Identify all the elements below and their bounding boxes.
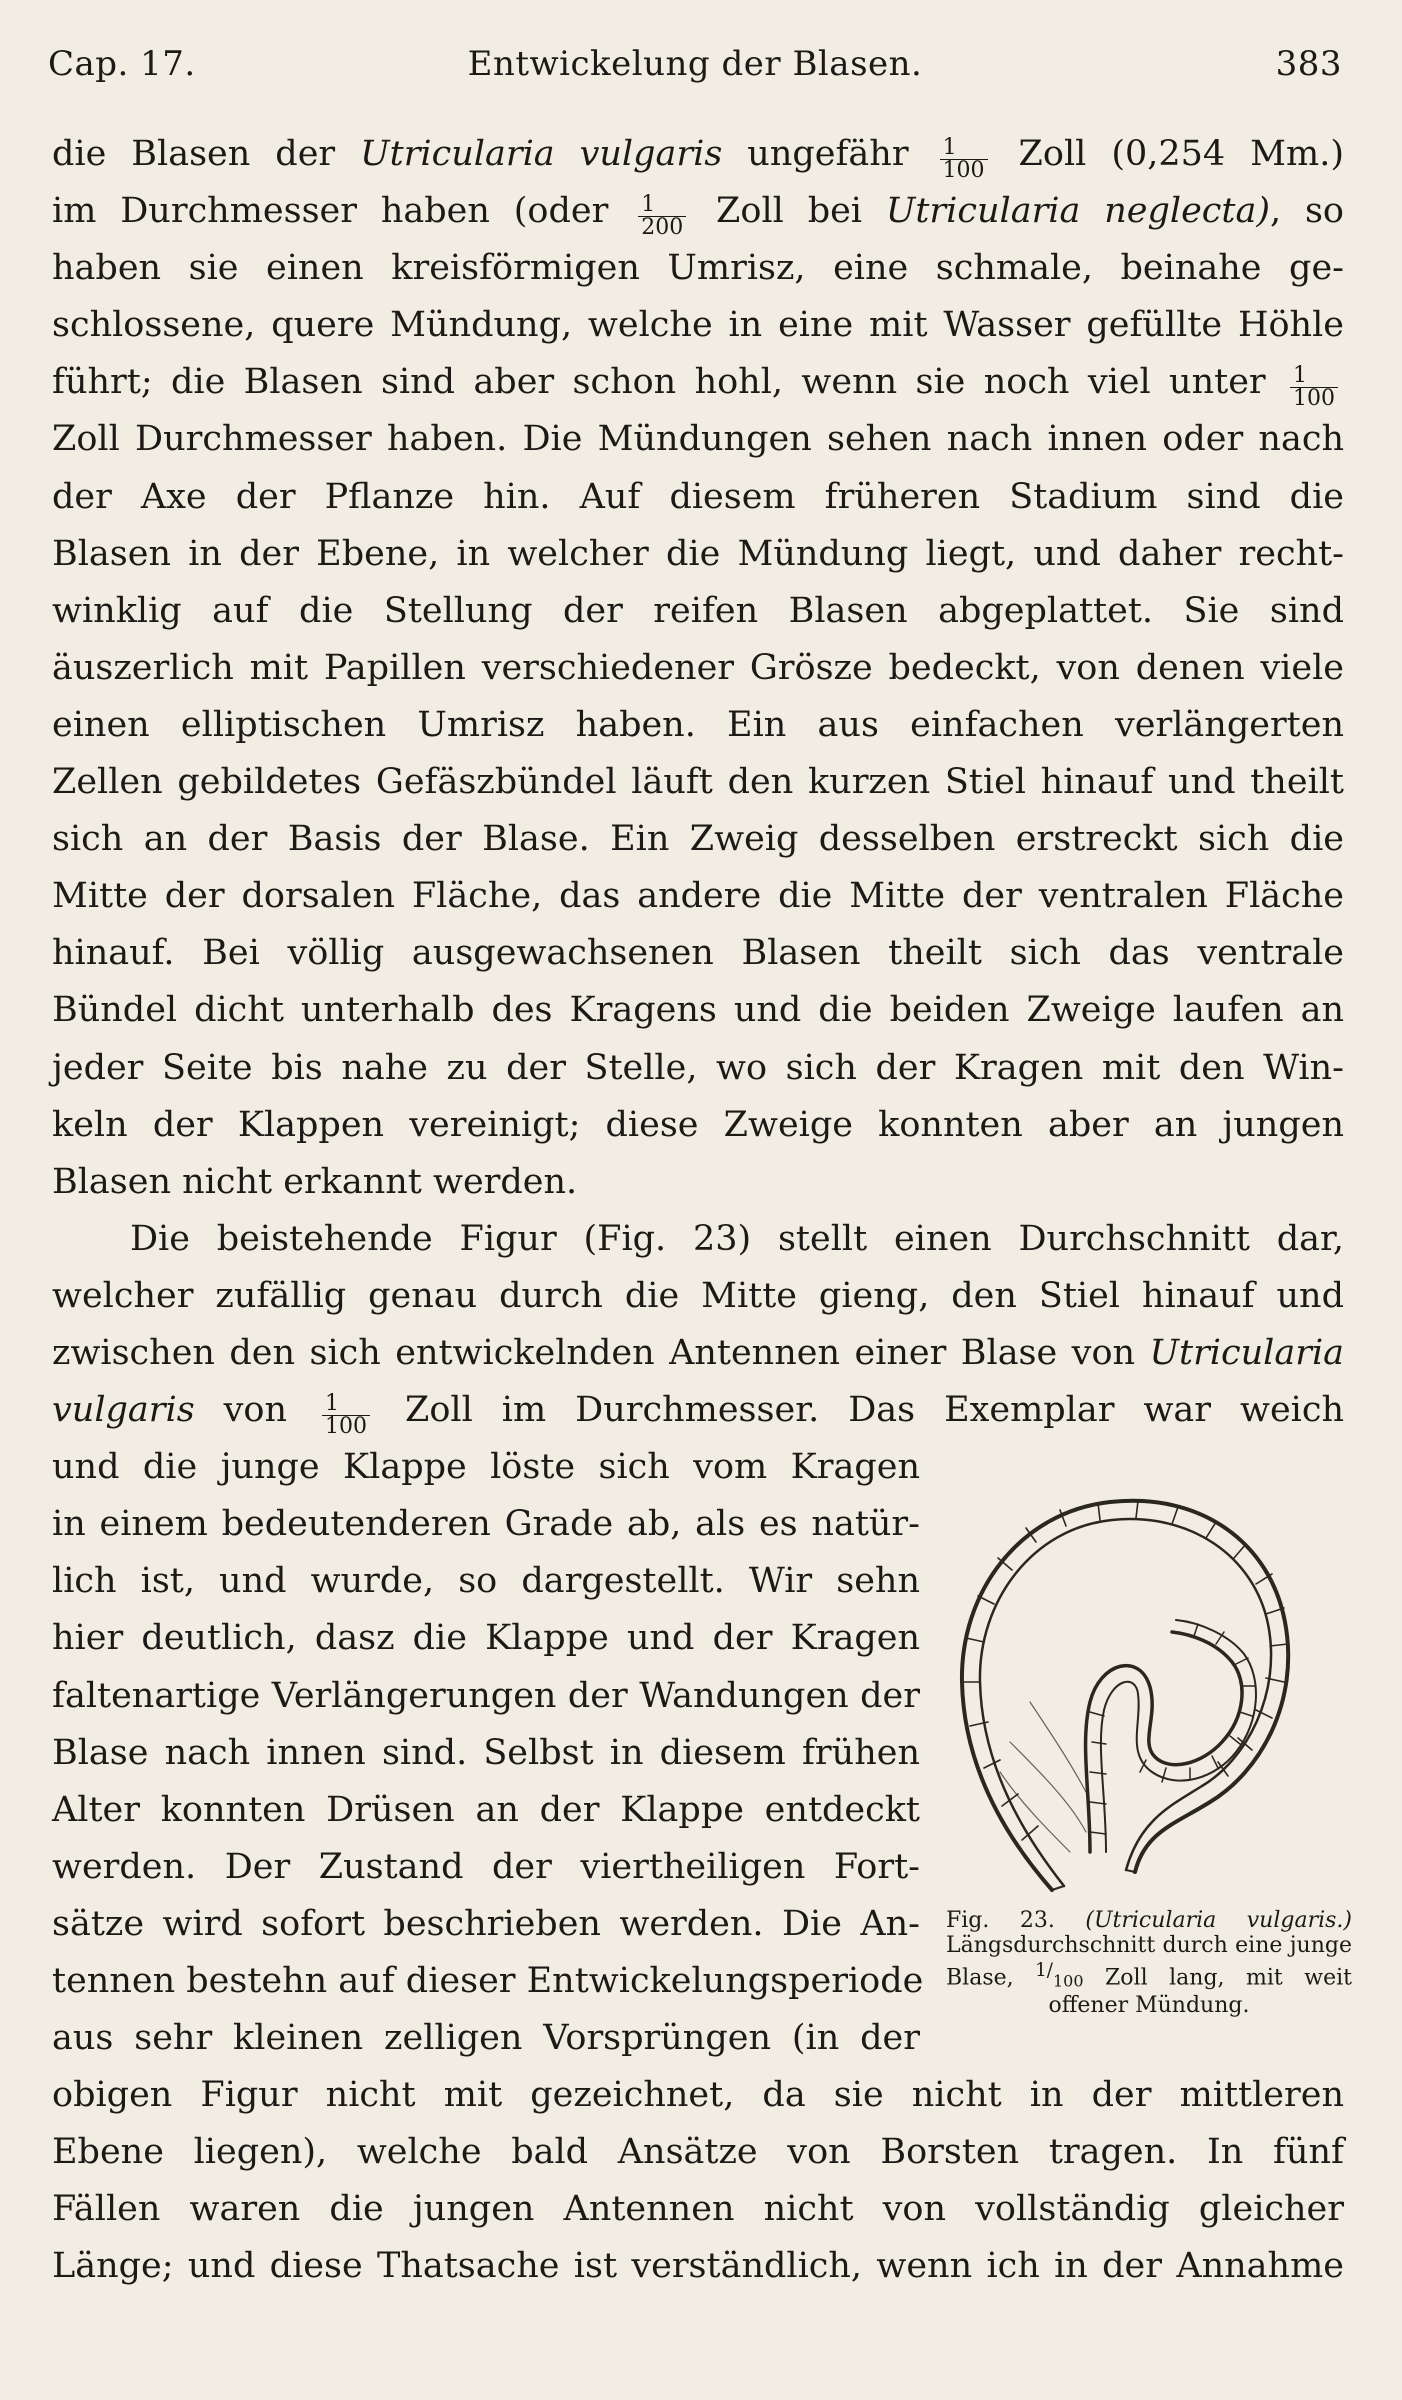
text-line: Alter konnten Drüsen an der Klappe entdeckt	[52, 1789, 920, 1830]
fraction: $\frac{1}{100}$	[940, 137, 988, 182]
text-line: Länge; und diese Thatsache ist verständlich, wenn ich in der Annahme	[52, 2246, 1344, 2287]
text-line: tennen bestehn auf dieser Entwickelungsperiode	[52, 1961, 924, 2001]
figure-caption: Fig. 23. (Utricularia vulgaris.) Längsdurchschnitt durch eine junge Blase, $^{1/}$100 Zoll lang, mit weit offener Mündung.	[946, 1908, 1353, 2019]
text-line: und die junge Klappe löste sich vom Kragen	[52, 1447, 920, 1488]
text-line: faltenartige Verlängerungen der Wandungen der	[52, 1675, 920, 1716]
text-line: keln der Klappen vereinigt; diese Zweige konnten aber an jungen	[52, 1104, 1344, 1145]
text-line: schlossene, quere Mündung, welche in eine mit Wasser gefüllte Höhle	[52, 305, 1344, 346]
fraction: $\frac{1}{100}$	[1290, 365, 1338, 410]
running-title: Entwickelung der Blasen.	[467, 44, 923, 84]
text-line: Blasen nicht erkannt werden.	[52, 1161, 578, 1202]
fraction-denominator: 100	[1052, 1971, 1084, 1991]
text-line: werden. Der Zustand der viertheiligen Fort-	[52, 1846, 920, 1887]
text-line: winklig auf die Stellung der reifen Blasen abgeplattet. Sie sind	[52, 590, 1344, 631]
text-line: führt; die Blasen sind aber schon hohl, wenn sie noch viel unter $\frac{1}{100}$	[52, 354, 1344, 411]
text-line: hinauf. Bei völlig ausgewachsenen Blasen theilt sich das ventrale	[52, 933, 1344, 974]
text-line: in einem bedeutenderen Grade ab, als es natür-	[52, 1504, 920, 1545]
text-line: die Blasen der Utricularia vulgaris ungefähr $\frac{1}{100}$ Zoll (0,254 Mm.)	[52, 134, 1344, 184]
text-line: äuszerlich mit Papillen verschiedener Grösze bedeckt, von denen viele	[52, 647, 1344, 688]
text-line: Fällen waren die jungen Antennen nicht von vollständig gleicher	[52, 2189, 1344, 2230]
figure-label: Fig. 23.	[946, 1908, 1055, 1933]
fraction-numerator: 1/	[1035, 1960, 1053, 1981]
figure-23-illustration	[940, 1472, 1360, 1902]
text-line: Blase nach innen sind. Selbst in diesem frühen	[52, 1732, 920, 1773]
text-line: obigen Figur nicht mit gezeichnet, da sie nicht in der mittleren	[52, 2075, 1344, 2116]
fraction: $\frac{1}{200}$	[638, 194, 686, 239]
fraction: $\frac{1}{100}$	[322, 1393, 370, 1438]
text-line: Die beistehende Figur (Fig. 23) stellt einen Durchschnitt dar,	[130, 1218, 1344, 1259]
text-line: sätze wird sofort beschrieben werden. Die An-	[52, 1903, 920, 1944]
text-line: vulgaris von $\frac{1}{100}$ Zoll im Durchmesser. Das Exemplar war weich	[52, 1390, 1345, 1440]
text-line: welcher zufällig genau durch die Mitte gieng, den Stiel hinauf und	[52, 1275, 1344, 1316]
text-line: Zoll Durchmesser haben. Die Mündungen sehen nach innen oder nach	[52, 419, 1344, 460]
text-line: haben sie einen kreisförmigen Umrisz, eine schmale, beinahe ge-	[52, 248, 1344, 289]
text-line: aus sehr kleinen zelligen Vorsprüngen (in der	[52, 2018, 920, 2059]
running-head	[48, 44, 1342, 96]
text-line: Zellen gebildetes Gefäszbündel läuft den kurzen Stiel hinauf und theilt	[52, 762, 1344, 803]
text-line: der Axe der Pflanze hin. Auf diesem früheren Stadium sind die	[52, 476, 1344, 517]
text-line: sich an der Basis der Blase. Ein Zweig desselben erstreckt sich die	[52, 819, 1344, 860]
text-line: lich ist, und wurde, so dargestellt. Wir sehn	[52, 1561, 920, 1602]
text-line: Bündel dicht unterhalb des Kragens und die beiden Zweige laufen an	[52, 990, 1344, 1031]
text-line: Mitte der dorsalen Fläche, das andere die Mitte der ventralen Fläche	[52, 876, 1344, 917]
figure-title: (Utricularia vulgaris.)	[1085, 1908, 1353, 1933]
text-line: jeder Seite bis nahe zu der Stelle, wo sich der Kragen mit den Win-	[52, 1047, 1344, 1088]
text-line: einen elliptischen Umrisz haben. Ein aus einfachen verlängerten	[52, 704, 1344, 745]
text-line: Ebene liegen), welche bald Ansätze von Borsten tragen. In fünf	[52, 2132, 1344, 2173]
text-line: im Durchmesser haben (oder $\frac{1}{200}$ Zoll bei Utricularia neglecta), so	[52, 191, 1344, 241]
text-line: Blasen in der Ebene, in welcher die Mündung liegt, und daher recht-	[52, 533, 1344, 574]
text-line: hier deutlich, dasz die Klappe und der Kragen	[52, 1618, 920, 1659]
page-number: 383	[1275, 44, 1342, 84]
text-line: zwischen den sich entwickelnden Antennen einer Blase von Utricularia	[52, 1332, 1344, 1373]
chapter-label: Cap. 17.	[48, 44, 196, 84]
